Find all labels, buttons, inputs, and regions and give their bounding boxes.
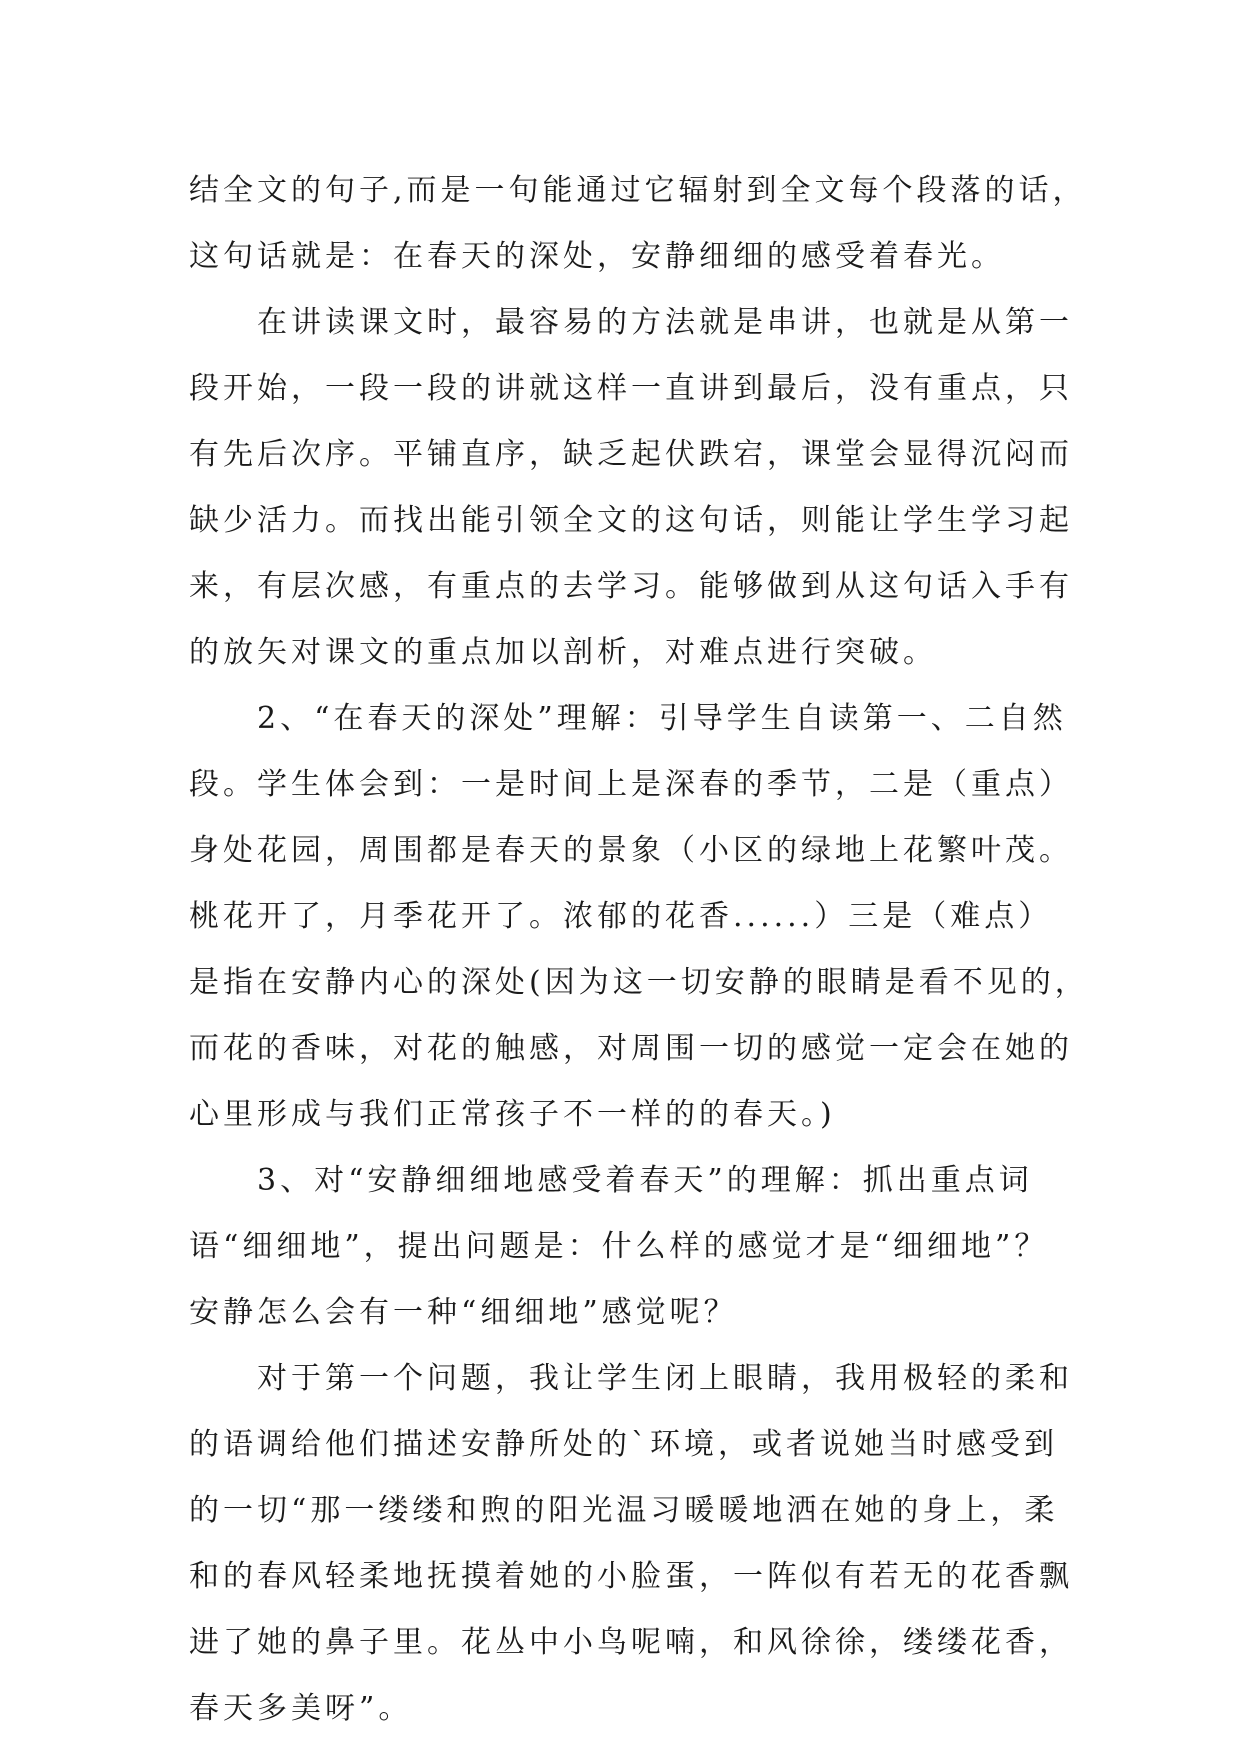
paragraph-first-line: 2、“在春天的深处”理解：引导学生自读第一、二自然	[257, 701, 1067, 736]
text-line: 和的春风轻柔地抚摸着她的小脸蛋，一阵似有若无的花香飘	[189, 1559, 1073, 1594]
text-line: 心里形成与我们正常孩子不一样的的春天。)	[189, 1097, 836, 1132]
text-line: 结全文的句子,而是一句能通过它辐射到全文每个段落的话，	[189, 173, 1087, 208]
text-line: 这句话就是：在春天的深处，安静细细的感受着春光。	[189, 239, 1005, 274]
text-line: 是指在安静内心的深处(因为这一切安静的眼睛是看不见的，	[189, 965, 1089, 1000]
text-line: 而花的香味，对花的触感，对周围一切的感觉一定会在她的	[189, 1031, 1073, 1066]
text-line: 段。学生体会到：一是时间上是深春的季节，二是（重点）	[189, 767, 1073, 802]
text-line: 进了她的鼻子里。花丛中小鸟呢喃，和风徐徐，缕缕花香，	[189, 1625, 1073, 1660]
paragraph-first-line: 在讲读课文时，最容易的方法就是串讲，也就是从第一	[257, 305, 1073, 340]
text-line: 段开始，一段一段的讲就这样一直讲到最后，没有重点，只	[189, 371, 1073, 406]
text-line: 的语调给他们描述安静所处的`环境，或者说她当时感受到	[189, 1427, 1058, 1462]
text-line: 有先后次序。平铺直序，缺乏起伏跌宕，课堂会显得沉闷而	[189, 437, 1073, 472]
text-line: 安静怎么会有一种“细细地”感觉呢？	[189, 1295, 738, 1330]
text-line: 的一切“那一缕缕和煦的阳光温习暖暖地洒在她的身上，柔	[189, 1493, 1059, 1528]
paragraph-first-line: 对于第一个问题，我让学生闭上眼睛，我用极轻的柔和	[257, 1361, 1073, 1396]
text-line: 来，有层次感，有重点的去学习。能够做到从这句话入手有	[189, 569, 1073, 604]
text-line: 缺少活力。而找出能引领全文的这句话，则能让学生学习起	[189, 503, 1073, 538]
text-line: 语“细细地”，提出问题是：什么样的感觉才是“细细地”？	[189, 1229, 1049, 1264]
paragraph-first-line: 3、对“安静细细地感受着春天”的理解：抓出重点词	[257, 1163, 1033, 1198]
text-line: 春天多美呀”。	[189, 1691, 413, 1726]
text-line: 的放矢对课文的重点加以剖析，对难点进行突破。	[189, 635, 937, 670]
text-line: 身处花园，周围都是春天的景象（小区的绿地上花繁叶茂。	[189, 833, 1073, 868]
document-body	[189, 158, 1089, 1742]
text-line: 桃花开了，月季花开了。浓郁的花香......）三是（难点）	[189, 899, 1053, 934]
